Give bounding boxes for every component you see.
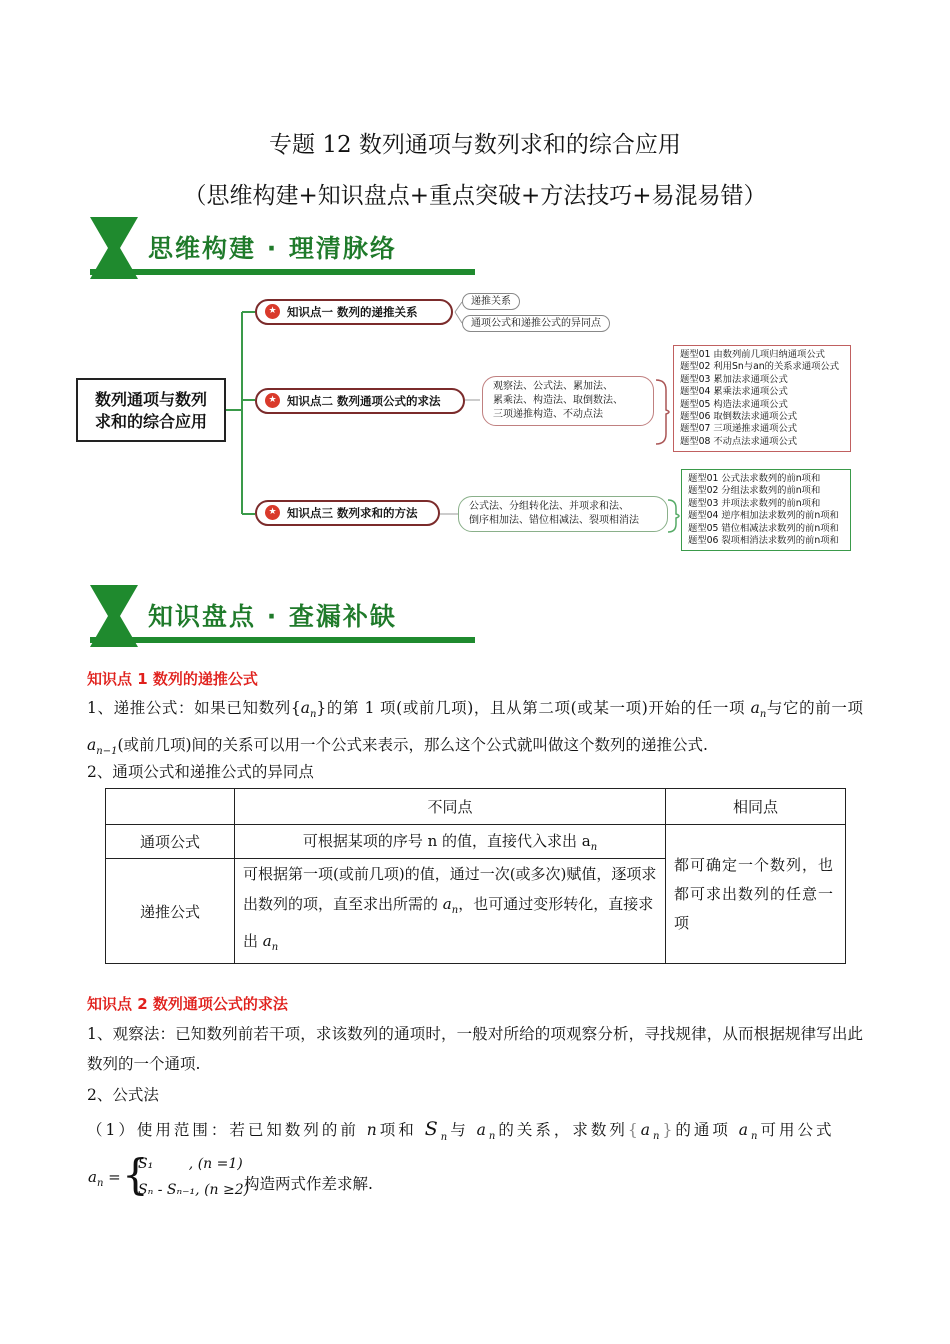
kp1-heading: 知识点 1 数列的递推公式 — [87, 670, 258, 688]
kp1-text: (或前几项)间的关系可以用一个公式来表示，那么这个公式就叫做这个数列的递推公式. — [117, 736, 708, 755]
table-row — [106, 789, 846, 825]
method-line: 三项递推构造、不动点法 — [493, 409, 603, 420]
type-item: 题型06 取倒数法求通项公式 — [680, 411, 798, 423]
type-item: 题型05 错位相减法求数列的前n项和 — [688, 522, 839, 534]
type-item: 题型06 裂项相消法求数列的前n项和 — [688, 535, 839, 547]
mindmap-leaf: 递推关系 — [462, 293, 520, 310]
kp1-subheading: 2、通项公式和递推公式的异同点 — [87, 763, 314, 781]
mindmap-root-line2: 求和的综合应用 — [94, 412, 207, 431]
table-cell: 可根据某项的序号 n 的值，直接代入求出 $a_n$ — [235, 825, 666, 859]
kp1-text: 与它的前一项 — [766, 699, 863, 717]
brace-icon: { — [122, 1150, 149, 1199]
mindmap-node-2 — [255, 388, 465, 414]
method-line: 倒序相加法、错位相减法、裂项相消法 — [469, 515, 639, 526]
knowledge-banner — [90, 585, 475, 647]
table-header-same: 相同点 — [666, 789, 846, 825]
mindmap-banner-text: 思维构建 · 理清脉络 — [148, 234, 397, 263]
type-item: 题型02 分组法求数列的前n项和 — [688, 485, 821, 497]
mindmap-root — [76, 378, 226, 442]
kp2-formula-method: 2、公式法 — [87, 1086, 159, 1104]
formula-tail: 构造两式作差求解. — [244, 1175, 373, 1193]
kp2-text: （1）使用范围：若已知数列的前 — [87, 1121, 367, 1139]
table-row — [106, 825, 846, 859]
table-cell-text: ，也可通过变形转化，直接求出 — [243, 895, 654, 950]
table-cell: 递推公式 — [106, 859, 235, 964]
type-item: 题型04 逆序相加法求数列的前n项和 — [688, 510, 839, 522]
mindmap-node-3 — [255, 500, 440, 526]
type-item: 题型07 三项递推求通项公式 — [680, 423, 798, 435]
piecewise-formula — [88, 1150, 258, 1206]
table-cell: 可根据第一项(或前几项)的值，通过一次(或多次)赋值，逐项求出数列的项，直至求出所需的 $a_n$，也可通过变形转化，直接求出 $a_n$ — [235, 859, 666, 964]
kp2-text: 项和 — [379, 1121, 425, 1139]
method-line: 观察法、公式法、累加法、 — [493, 381, 613, 392]
kp2-text: 的通项 — [675, 1121, 739, 1139]
mindmap-types-3 — [681, 469, 851, 551]
mindmap-types-2 — [673, 345, 851, 452]
type-item: 题型05 构造法求通项公式 — [680, 398, 788, 410]
type-item: 题型08 不动点法求通项公式 — [680, 435, 798, 447]
kp2-observation: 1、观察法：已知数列前若干项，求该数列的通项时，一般对所给的项观察分析，寻找规律，从而根据规律写出此数列的一个通项. — [87, 1025, 863, 1073]
table-header-diff: 不同点 — [235, 789, 666, 825]
kp2-usage: （1）使用范围：若已知数列的前 n项和 $S_n$与 $a_n$的关系，求数列$\{a_n\}$的通项 $a_n$可用公式 — [87, 1118, 835, 1143]
knowledge-banner-text: 知识盘点 · 查漏补缺 — [148, 602, 397, 631]
mindmap-banner — [90, 217, 475, 279]
table-cell: 通项公式 — [106, 825, 235, 859]
comparison-table — [105, 788, 846, 964]
table-cell-text: 可根据某项的序号 n 的值，直接代入求出 a — [302, 832, 591, 850]
kp1-text: }的第 1 项(或前几项)，且从第二项(或某一项)开始的任一项 — [316, 699, 751, 717]
kp2-heading: 知识点 2 数列通项公式的求法 — [87, 995, 288, 1013]
mindmap-node-1 — [255, 299, 453, 325]
table-cell-text: 可根据第一项(或前几项)的值，通过一次(或多次)赋值，逐项求出数列的项，直至求出所需的 — [243, 865, 657, 913]
type-item: 题型01 由数列前几项归纳通项公式 — [680, 349, 825, 360]
type-item: 题型04 累乘法求通项公式 — [680, 386, 788, 398]
type-item: 题型03 并项法求数列的前n项和 — [688, 497, 821, 509]
mindmap-methods-3 — [458, 496, 668, 532]
table-cell — [106, 789, 235, 825]
kp2-text: 可用公式 — [760, 1121, 835, 1139]
page-title: 专题 12 数列通项与数列求和的综合应用 — [269, 132, 681, 158]
type-item: 题型02 利用Sn与an的关系求通项公式 — [680, 361, 840, 373]
kp2-text: 的关系，求数列 — [498, 1121, 628, 1139]
mindmap-root-line1: 数列通项与数列 — [94, 390, 207, 409]
kp1-definition: 1、递推公式：如果已知数列$\{a_n\}$的第 1 项(或前几项)，且从第二项(或某一项)开始的任一项 $a_n$与它的前一项 $a_{n-1}$(或前几项)间的关系可以用一个公式来表示，那么这个公式就叫做这个数列的递推公式. — [87, 699, 863, 758]
mindmap-methods-2 — [482, 376, 654, 426]
formula-case-1: S₁ , (n =1) — [138, 1156, 243, 1172]
star-icon: ★ — [265, 393, 280, 408]
star-icon: ★ — [265, 505, 280, 520]
method-line: 累乘法、构造法、取倒数法、 — [493, 395, 623, 406]
star-icon: ★ — [265, 304, 280, 319]
method-line: 公式法、分组转化法、并项求和法、 — [469, 501, 629, 512]
mindmap-node-2-label: 知识点二 数列通项公式的求法 — [287, 394, 441, 408]
table-cell-same: 都可确定一个数列，也都可求出数列的任意一项 — [666, 825, 846, 964]
mindmap-node-1-label: 知识点一 数列的递推关系 — [287, 305, 418, 319]
mindmap-leaf: 通项公式和递推公式的异同点 — [462, 315, 610, 332]
kp1-text: 1、递推公式：如果已知数列{ — [87, 699, 301, 717]
type-item: 题型03 累加法求通项公式 — [680, 373, 788, 385]
page-subtitle: （思维构建+知识盘点+重点突破+方法技巧+易混易错） — [183, 183, 767, 209]
mindmap-node-3-label: 知识点三 数列求和的方法 — [287, 506, 418, 520]
formula-case-2: Sₙ - Sₙ₋₁, (n ≥2) — [138, 1182, 250, 1198]
formula-lhs: $a_n$ = — [88, 1168, 121, 1189]
kp2-text: 与 — [450, 1121, 477, 1139]
type-item: 题型01 公式法求数列的前n项和 — [688, 473, 821, 484]
